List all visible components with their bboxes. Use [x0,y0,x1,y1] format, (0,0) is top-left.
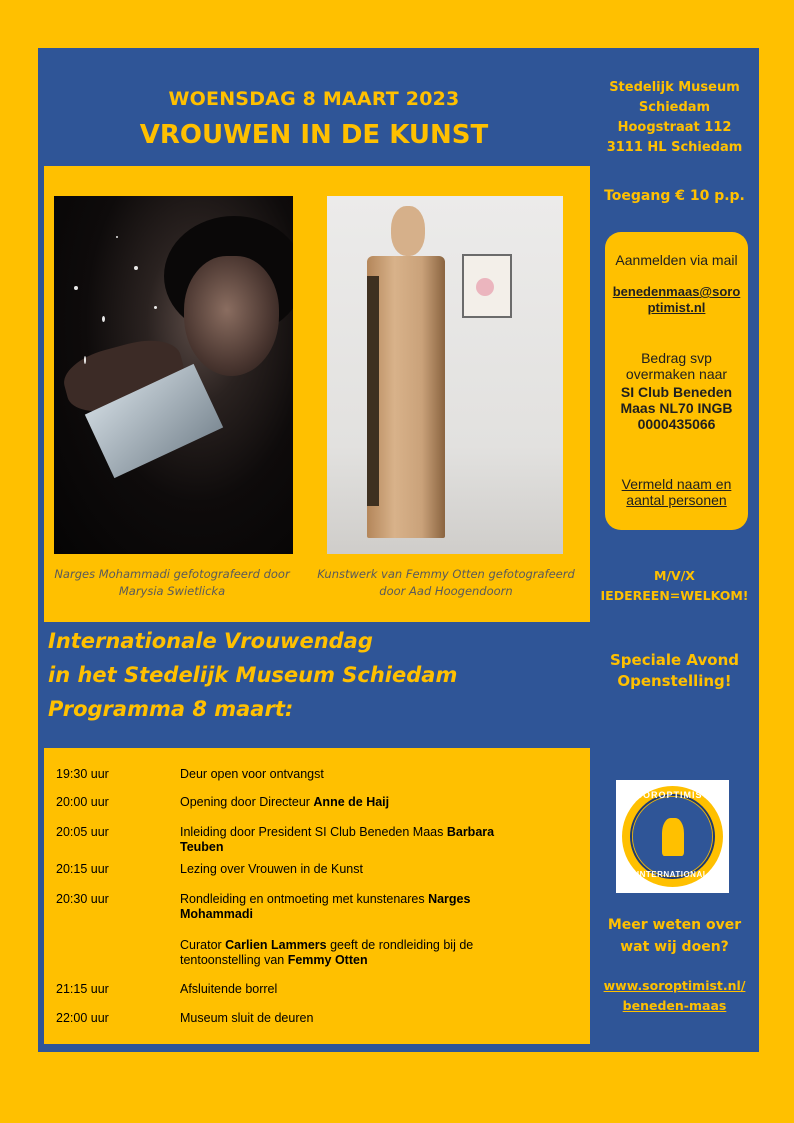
payment-account: SI Club Beneden Maas NL70 INGB 0000435066 [620,384,733,432]
signup-box [605,232,748,530]
signup-email-link[interactable]: benedenmaas@soroptimist.nl [612,284,741,315]
event-title: VROUWEN IN DE KUNST [139,120,489,150]
artwork-photo [327,196,563,554]
program-heading: Internationale Vrouwendag in het Stedelijk Museum Schiedam Programma 8 maart: [48,629,458,721]
entry-price: Toegang € 10 p.p. [604,188,745,204]
photo-section [44,166,590,622]
signup-intro: Aanmelden via mail [615,252,738,268]
program-schedule: 19:30 uur Deur open voor ontvangst 20:00 uur Opening door Directeur Anne de Haij 20:05 uur Inleiding door President SI Club Beneden Maas Barbara Teuben 20:15 uur Lezing over Vrouwen in de Kunst 20:30 uur Rondleiding en ontmoeting met kunstenares Narges Mohammadi Curator Carlien Lammers geeft de rondleiding bij de tentoonstelling van Femmy Otten 21:15 uur Afsluitende borrel 22:00 uur Museum sluit de deuren [44,748,590,1044]
event-date: WOENSDAG 8 MAART 2023 [168,88,460,110]
payment-intro: Bedrag svp overmaken naar [625,350,728,382]
welcome-note: M/V/X IEDEREEN=WELKOM! [600,568,749,603]
special-evening: Speciale Avond Openstelling! [610,651,739,690]
soroptimist-logo: SOROPTIMIST INTERNATIONAL [616,780,729,893]
caption-artwork-photo: Kunstwerk van Femmy Otten gefotografeerd door Aad Hoogendoorn [317,567,575,598]
more-info-heading: Meer weten over wat wij doen? [607,917,742,955]
signup-note: Vermeld naam en aantal personen [621,476,732,508]
museum-address: Stedelijk Museum Schiedam Hoogstraat 112 3111 HL Schiedam [606,80,743,155]
website-link[interactable]: www.soroptimist.nl/ beneden-maas [603,978,746,1013]
artist-photo [54,196,293,554]
caption-artist-photo: Narges Mohammadi gefotografeerd door Marysia Swietlicka [54,567,290,598]
wall-painting [462,254,512,318]
